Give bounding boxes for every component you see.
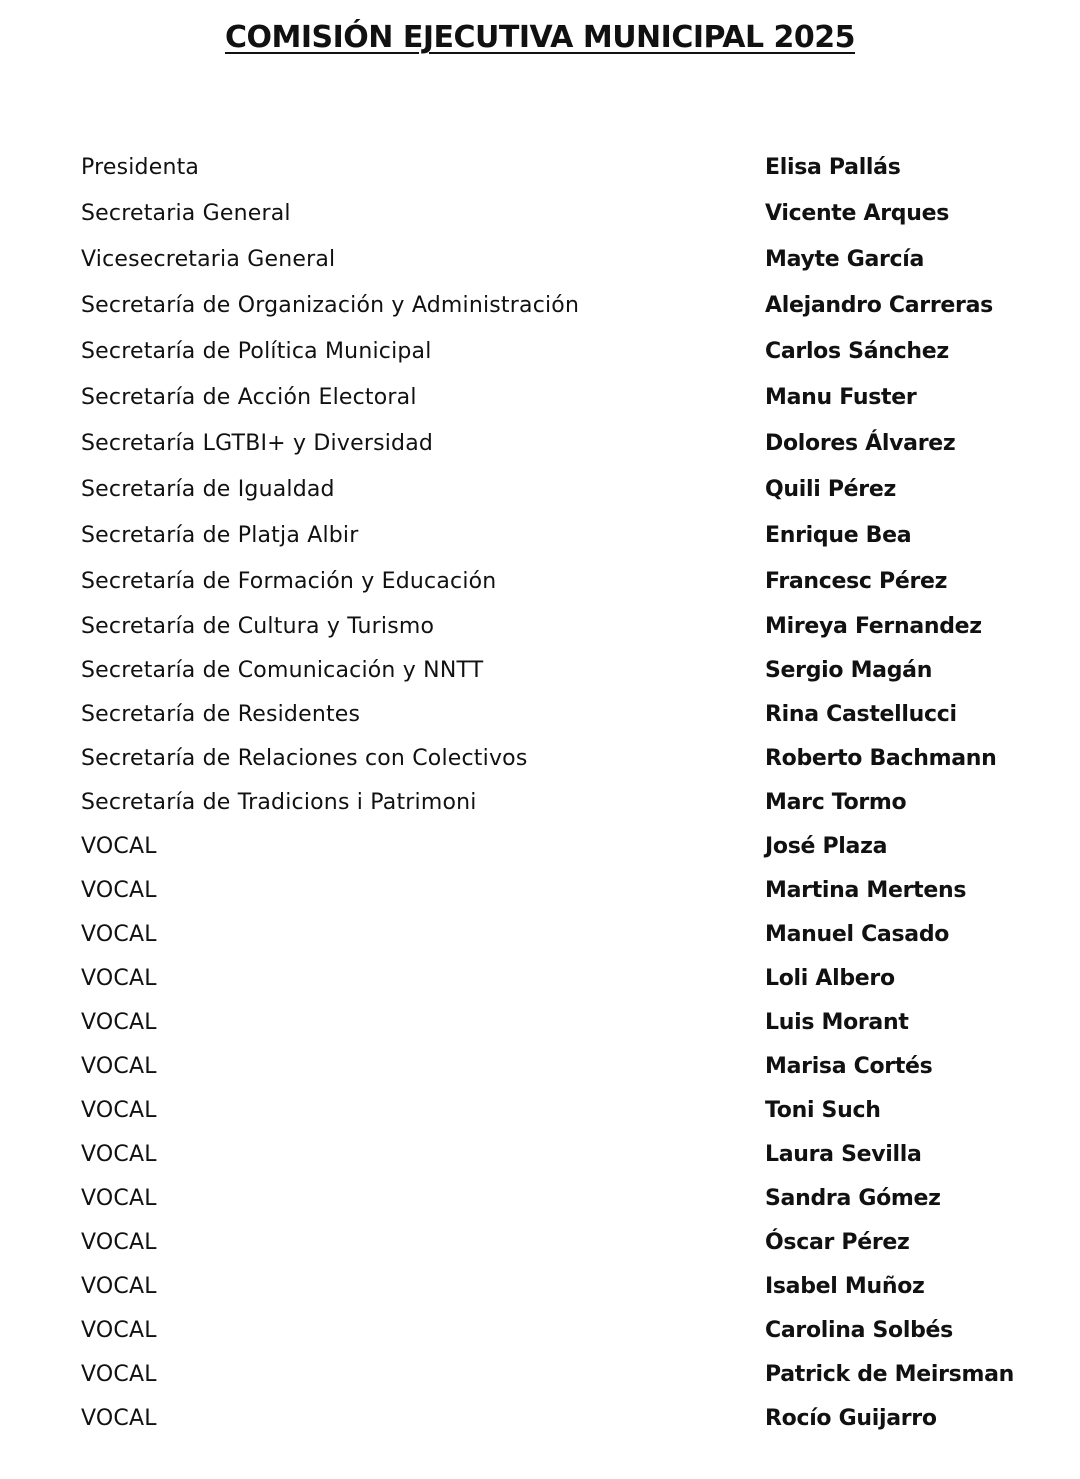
member-role: VOCAL bbox=[81, 1362, 157, 1387]
member-role: Secretaría de Acción Electoral bbox=[81, 385, 417, 410]
member-name: Martina Mertens bbox=[765, 878, 967, 903]
member-role: Secretaría de Comunicación y NNTT bbox=[81, 658, 484, 683]
member-row bbox=[0, 957, 1080, 1001]
member-row bbox=[0, 1177, 1080, 1221]
members-list bbox=[0, 145, 1080, 1441]
document-title bbox=[0, 14, 1080, 62]
member-name: Laura Sevilla bbox=[765, 1142, 922, 1167]
member-role: Secretaria General bbox=[81, 201, 291, 226]
member-role: Secretaría de Igualdad bbox=[81, 477, 335, 502]
member-row bbox=[0, 1001, 1080, 1045]
member-row bbox=[0, 191, 1080, 237]
member-name: Francesc Pérez bbox=[765, 569, 948, 594]
member-name: Marc Tormo bbox=[765, 790, 907, 815]
member-row bbox=[0, 869, 1080, 913]
member-row bbox=[0, 467, 1080, 513]
member-row bbox=[0, 605, 1080, 649]
member-name: Marisa Cortés bbox=[765, 1054, 933, 1079]
member-row bbox=[0, 913, 1080, 957]
member-name: Vicente Arques bbox=[765, 201, 950, 226]
member-row bbox=[0, 781, 1080, 825]
member-role: VOCAL bbox=[81, 1142, 157, 1167]
member-role: VOCAL bbox=[81, 1274, 157, 1299]
member-name: Luis Morant bbox=[765, 1010, 909, 1035]
member-row bbox=[0, 1089, 1080, 1133]
member-row bbox=[0, 825, 1080, 869]
member-row bbox=[0, 1397, 1080, 1441]
member-name: Toni Such bbox=[765, 1098, 881, 1123]
member-name: Patrick de Meirsman bbox=[765, 1362, 1014, 1387]
member-role: Secretaría de Organización y Administración bbox=[81, 293, 580, 318]
member-row bbox=[0, 375, 1080, 421]
member-role: VOCAL bbox=[81, 1054, 157, 1079]
member-row bbox=[0, 559, 1080, 605]
member-row bbox=[0, 237, 1080, 283]
document-title-text: COMISIÓN EJECUTIVA MUNICIPAL 2025 bbox=[224, 20, 856, 55]
member-role: VOCAL bbox=[81, 1230, 157, 1255]
member-role: Secretaría de Relaciones con Colectivos bbox=[81, 746, 528, 771]
member-name: Carlos Sánchez bbox=[765, 339, 949, 364]
member-name: Loli Albero bbox=[765, 966, 895, 991]
member-name: Quili Pérez bbox=[765, 477, 896, 502]
member-role: Secretaría de Política Municipal bbox=[81, 339, 432, 364]
member-name: Rina Castellucci bbox=[765, 702, 957, 727]
member-row bbox=[0, 737, 1080, 781]
member-row bbox=[0, 421, 1080, 467]
member-role: VOCAL bbox=[81, 922, 157, 947]
member-name: Manu Fuster bbox=[765, 385, 917, 410]
member-name: Manuel Casado bbox=[765, 922, 950, 947]
member-role: VOCAL bbox=[81, 1186, 157, 1211]
member-name: Alejandro Carreras bbox=[765, 293, 993, 318]
member-name: Enrique Bea bbox=[765, 523, 912, 548]
member-role: Vicesecretaria General bbox=[81, 247, 336, 272]
member-role: VOCAL bbox=[81, 1318, 157, 1343]
member-role: Secretaría de Platja Albir bbox=[81, 523, 359, 548]
member-role: Presidenta bbox=[81, 155, 200, 180]
member-role: Secretaría LGTBI+ y Diversidad bbox=[81, 431, 434, 456]
member-name: Sandra Gómez bbox=[765, 1186, 941, 1211]
member-role: VOCAL bbox=[81, 1406, 157, 1431]
member-role: Secretaría de Residentes bbox=[81, 702, 361, 727]
member-row bbox=[0, 1221, 1080, 1265]
member-role: VOCAL bbox=[81, 834, 157, 859]
member-name: Elisa Pallás bbox=[765, 155, 901, 180]
member-row bbox=[0, 145, 1080, 191]
member-row bbox=[0, 1133, 1080, 1177]
member-row bbox=[0, 693, 1080, 737]
member-role: Secretaría de Cultura y Turismo bbox=[81, 614, 435, 639]
member-row bbox=[0, 329, 1080, 375]
member-row bbox=[0, 1045, 1080, 1089]
member-row bbox=[0, 649, 1080, 693]
member-name: Mayte García bbox=[765, 247, 925, 272]
member-row bbox=[0, 1353, 1080, 1397]
member-name: Óscar Pérez bbox=[765, 1230, 910, 1255]
member-name: Mireya Fernandez bbox=[765, 614, 982, 639]
member-name: Dolores Álvarez bbox=[765, 431, 956, 456]
member-row bbox=[0, 513, 1080, 559]
member-role: Secretaría de Tradicions i Patrimoni bbox=[81, 790, 477, 815]
member-role: Secretaría de Formación y Educación bbox=[81, 569, 497, 594]
member-role: VOCAL bbox=[81, 1010, 157, 1035]
member-role: VOCAL bbox=[81, 878, 157, 903]
member-name: Sergio Magán bbox=[765, 658, 933, 683]
member-name: Isabel Muñoz bbox=[765, 1274, 925, 1299]
member-name: Carolina Solbés bbox=[765, 1318, 953, 1343]
member-name: Roberto Bachmann bbox=[765, 746, 997, 771]
member-name: Rocío Guijarro bbox=[765, 1406, 937, 1431]
member-role: VOCAL bbox=[81, 966, 157, 991]
member-role: VOCAL bbox=[81, 1098, 157, 1123]
member-row bbox=[0, 1265, 1080, 1309]
member-row bbox=[0, 283, 1080, 329]
member-row bbox=[0, 1309, 1080, 1353]
member-name: José Plaza bbox=[765, 834, 888, 859]
